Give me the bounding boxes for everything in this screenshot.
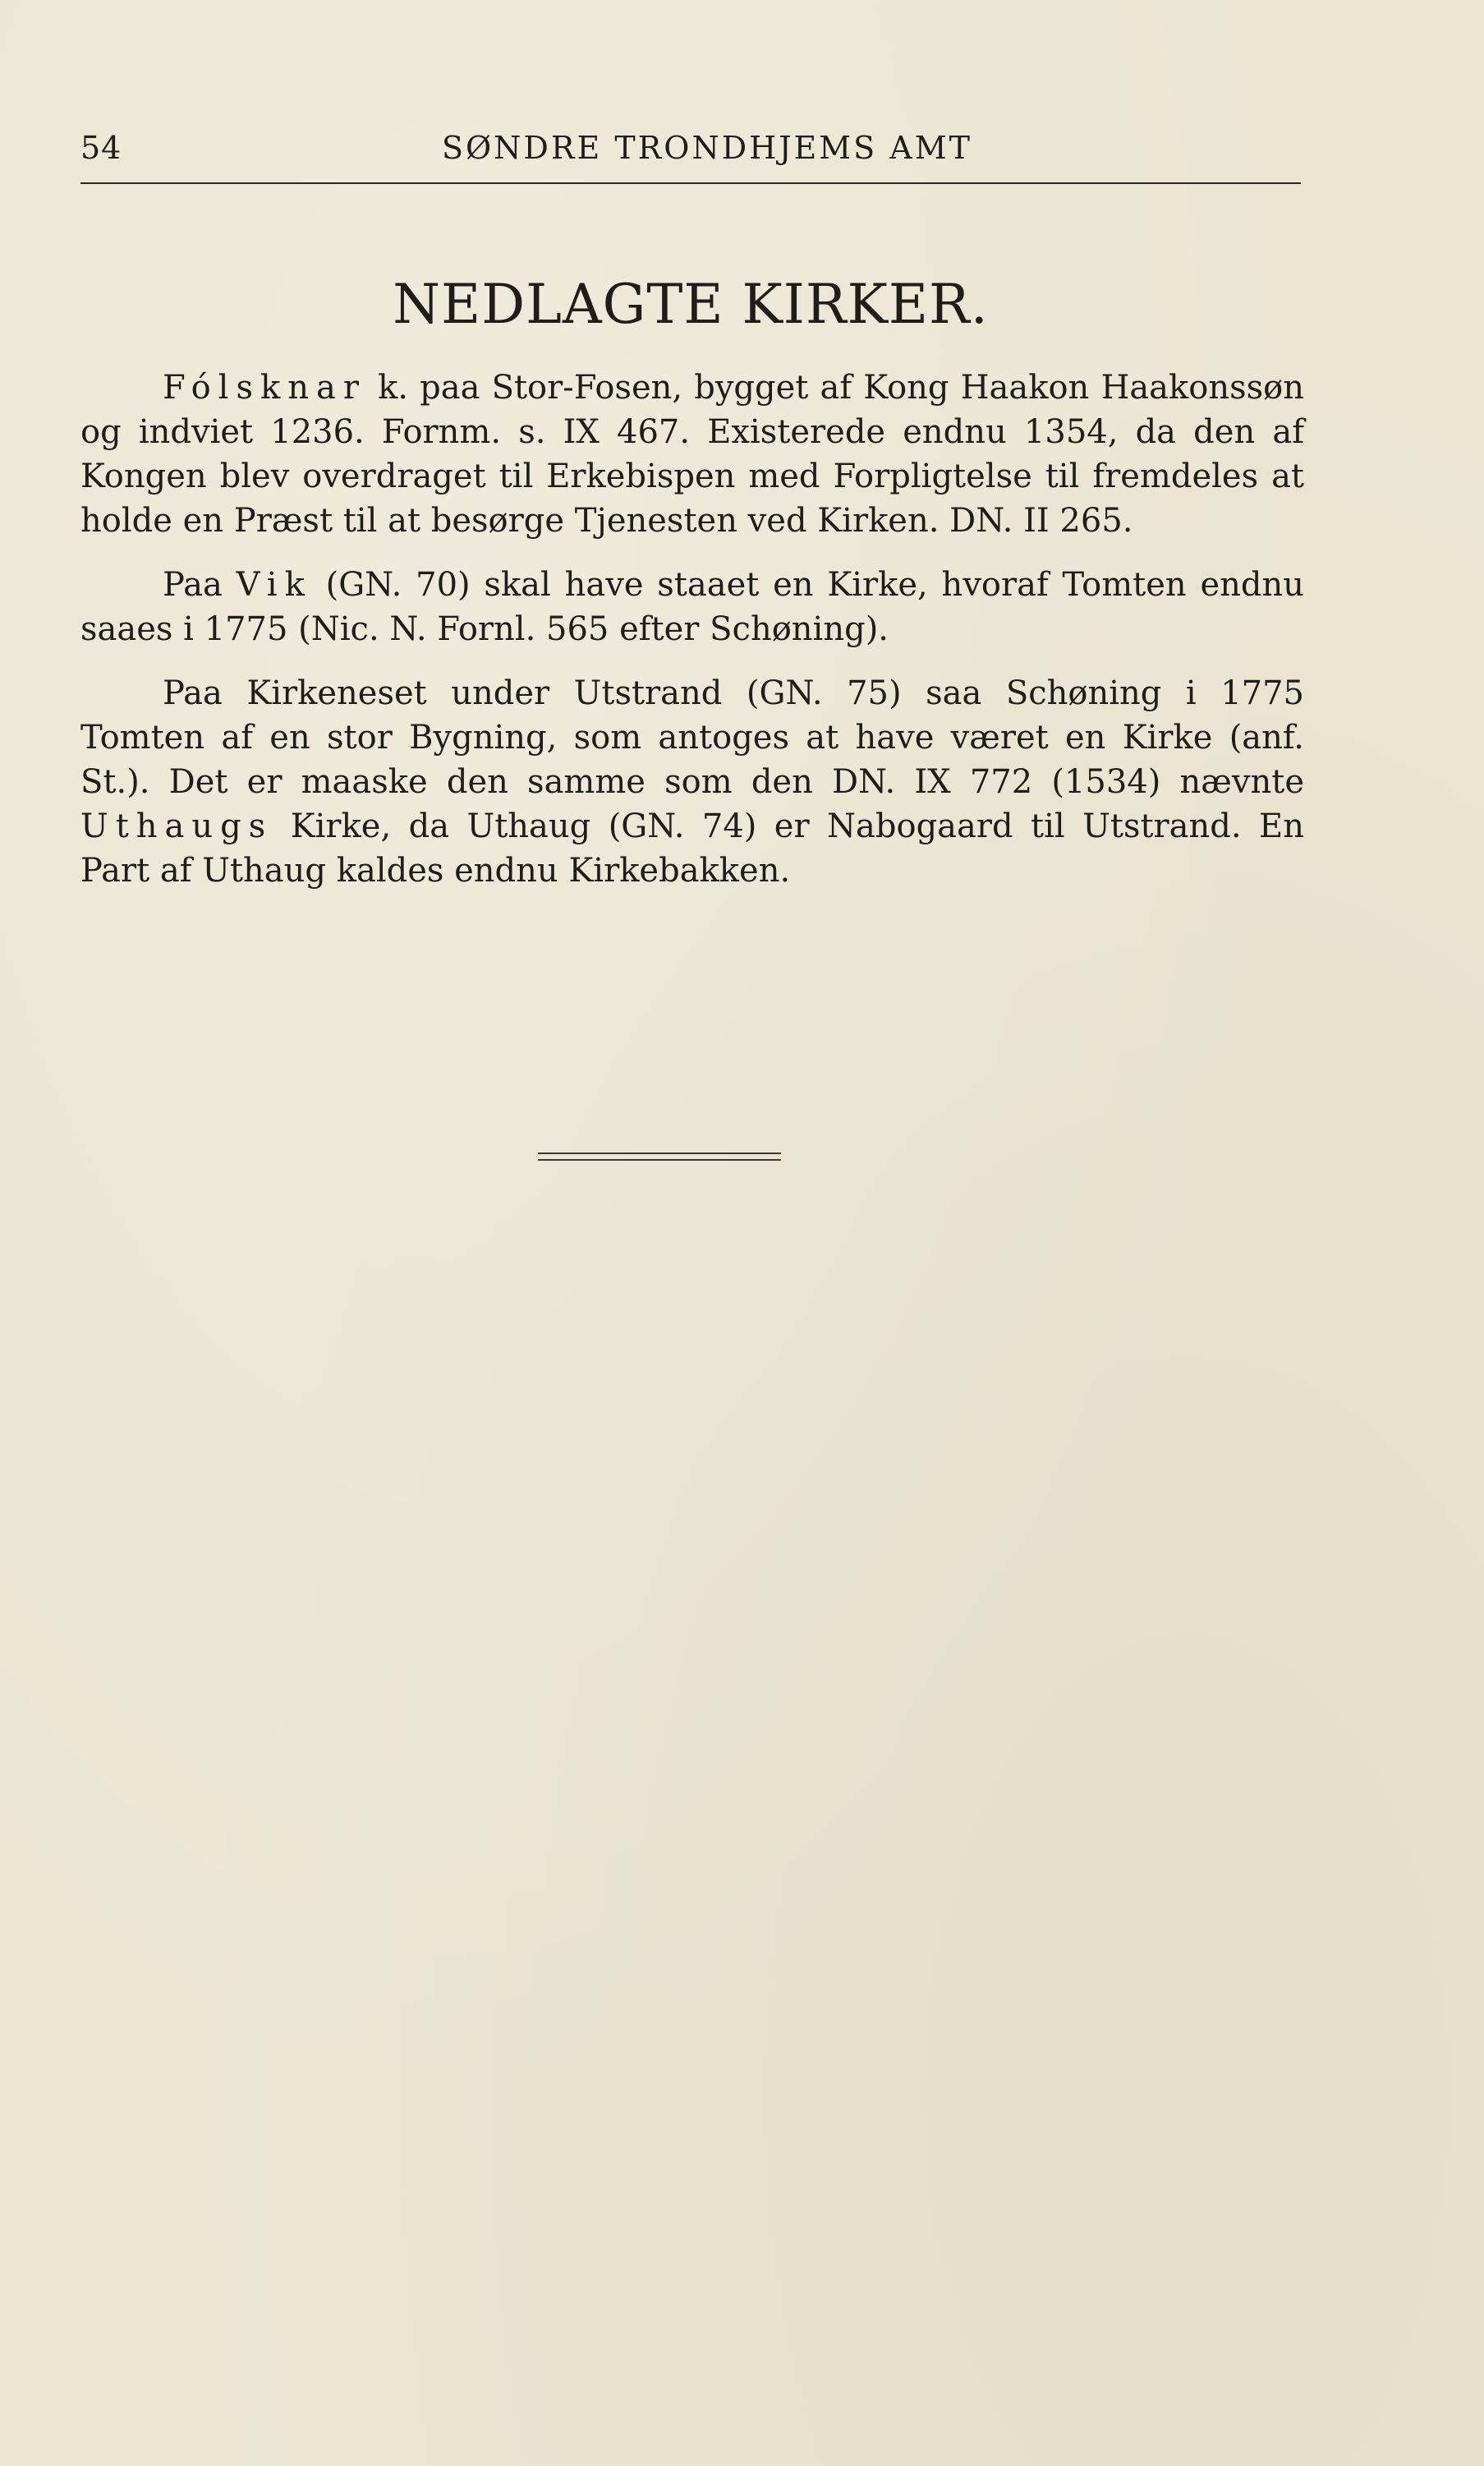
running-head: SØNDRE TRONDHJEMS AMT	[442, 130, 972, 166]
section-end-rule	[538, 1152, 781, 1161]
paragraph-vik	[80, 563, 1304, 651]
spaced-term-uthaugs: Uthaugs	[80, 807, 273, 845]
lead-term-folsknar: Fólsknar	[163, 369, 366, 407]
paragraph-kirkeneset	[80, 671, 1304, 893]
paragraph-text-before: Paa Kirkeneset under Utstrand (GN. 75) saa Schøning i 1775 Tomten af en stor Bygning, som antoges at have været en Kirke (anf. St.). Det er maaske den samme som den DN. IX 772 (1534) nævnte	[80, 674, 1304, 801]
spaced-term-vik: Vik	[236, 566, 312, 604]
paragraph-text: k. paa Stor-Fosen, bygget af Kong Haakon Haakonssøn og indviet 1236. Fornm. s. IX 467. Existerede endnu 1354, da den af Kongen blev overdraget til Erkebispen med Forpligtelse til fremdeles at holde en Præst til at besørge Tjenesten ved Kirken. DN. II 265.	[80, 369, 1304, 540]
page-header	[80, 130, 1301, 179]
body-text	[80, 366, 1304, 913]
paragraph-folsknar	[80, 366, 1304, 543]
header-rule	[80, 182, 1301, 184]
section-title: NEDLAGTE KIRKER.	[393, 273, 989, 336]
paragraph-text-before: Paa	[163, 566, 237, 604]
page-number: 54	[80, 130, 122, 166]
paragraph-text-after: (GN. 70) skal have staaet en Kirke, hvoraf Tomten endnu saaes i 1775 (Nic. N. Fornl. 565 efter Schøning).	[80, 566, 1305, 648]
paragraph-text-after: Kirke, da Uthaug (GN. 74) er Nabogaard til Utstrand. En Part af Uthaug kaldes endnu Kirkebakken.	[80, 807, 1304, 890]
